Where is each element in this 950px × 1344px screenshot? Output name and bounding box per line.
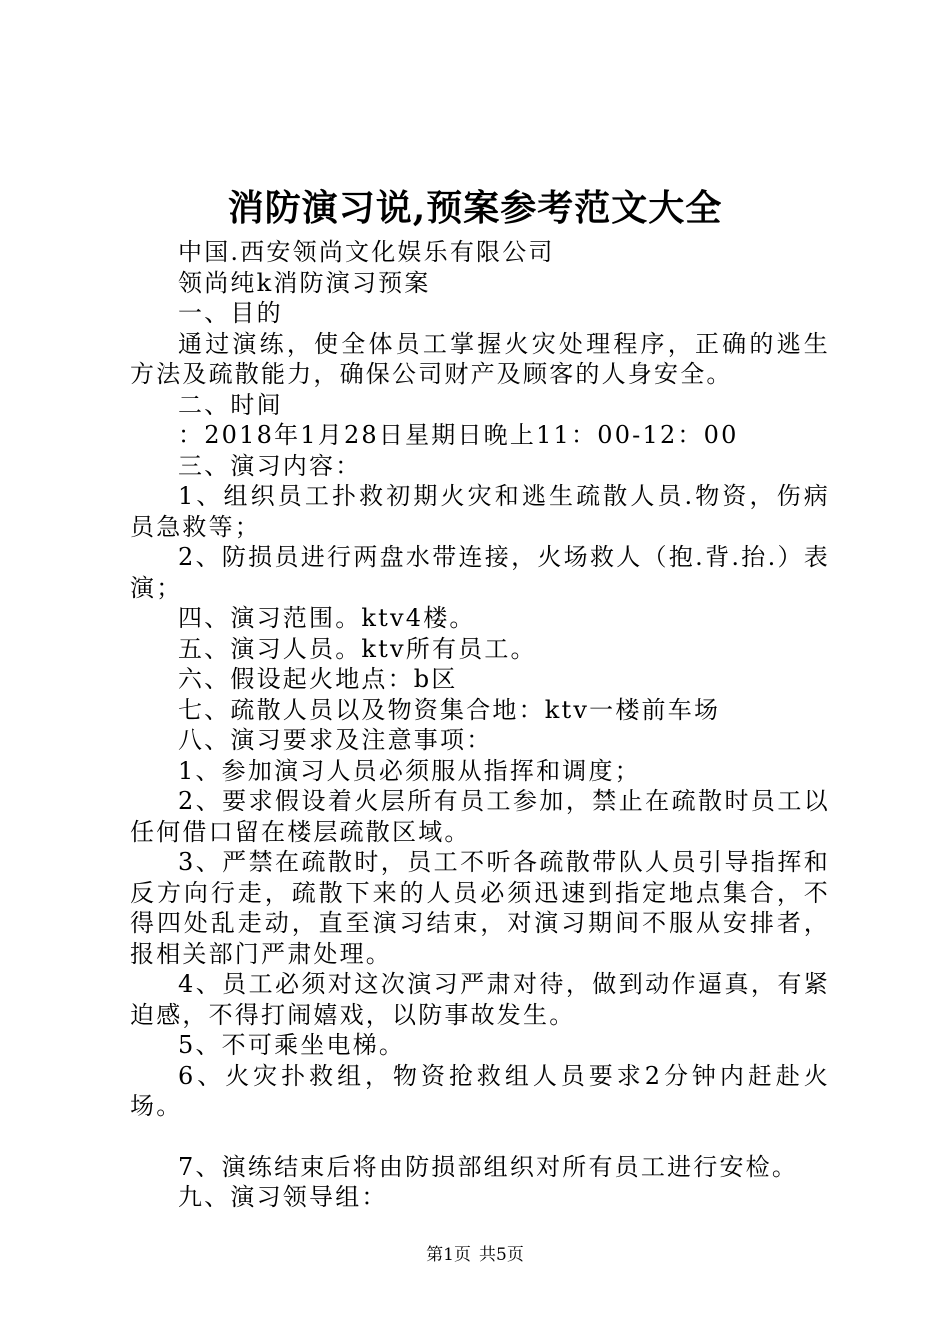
- paragraph-time: ：2018年1月28日星期日晚上11：00-12：00: [178, 421, 739, 449]
- paragraph-requirement-5: 5、不可乘坐电梯。: [178, 1031, 406, 1059]
- section-scope: 四、演习范围。ktv4楼。: [178, 604, 476, 632]
- paragraph-company: 中国.西安领尚文化娱乐有限公司: [178, 238, 555, 266]
- page-total: 共5页: [479, 1245, 524, 1265]
- section-heading-purpose: 一、目的: [178, 299, 283, 327]
- section-heading-leadership: 九、演习领导组：: [178, 1183, 388, 1211]
- paragraph-requirement-2: 2、要求假设着火层所有员工参加，禁止在疏散时员工以任何借口留在楼层疏散区域。: [130, 787, 830, 846]
- paragraph-purpose: 通过演练，使全体员工掌握火灾处理程序，正确的逃生方法及疏散能力，确保公司财产及顾客的人身安全。: [130, 329, 830, 388]
- paragraph-requirement-4: 4、员工必须对这次演习严肃对待，做到动作逼真，有紧迫感，不得打闹嬉戏，以防事故发生。: [130, 970, 830, 1029]
- document-body: [130, 237, 830, 1213]
- paragraph-requirement-7: 7、演练结束后将由防损部组织对所有员工进行安检。: [178, 1152, 799, 1181]
- section-fire-location: 六、假设起火地点：b区: [178, 665, 458, 693]
- paragraph-content-2: 2、防损员进行两盘水带连接，火场救人（抱.背.抬.）表演；: [130, 543, 830, 602]
- paragraph-plan-name: 领尚纯k消防演习预案: [178, 268, 431, 297]
- section-heading-content: 三、演习内容：: [178, 451, 362, 480]
- paragraph-requirement-1: 1、参加演习人员必须服从指挥和调度；: [178, 756, 641, 785]
- paragraph-requirement-6: 6、火灾扑救组，物资抢救组人员要求2分钟内赶赴火场。: [130, 1061, 830, 1120]
- document-title: 消防演习说,预案参考范文大全: [227, 187, 723, 229]
- paragraph-requirement-3: 3、严禁在疏散时，员工不听各疏散带队人员引导指挥和反方向行走，疏散下来的人员必须迅速到指定地点集合，不得四处乱走动，直至演习结束，对演习期间不服从安排者，报相关部门严肃处理。: [130, 848, 830, 968]
- page-footer: [0, 1243, 950, 1267]
- section-heading-time: 二、时间: [178, 390, 283, 419]
- page-number: 第1页: [426, 1245, 471, 1265]
- section-heading-requirements: 八、演习要求及注意事项：: [178, 726, 493, 754]
- section-personnel: 五、演习人员。ktv所有员工。: [178, 634, 537, 663]
- paragraph-content-1: 1、组织员工扑救初期火灾和逃生疏散人员.物资，伤病员急救等；: [130, 482, 830, 541]
- section-assembly-point: 七、疏散人员以及物资集合地：ktv一楼前车场: [178, 695, 721, 724]
